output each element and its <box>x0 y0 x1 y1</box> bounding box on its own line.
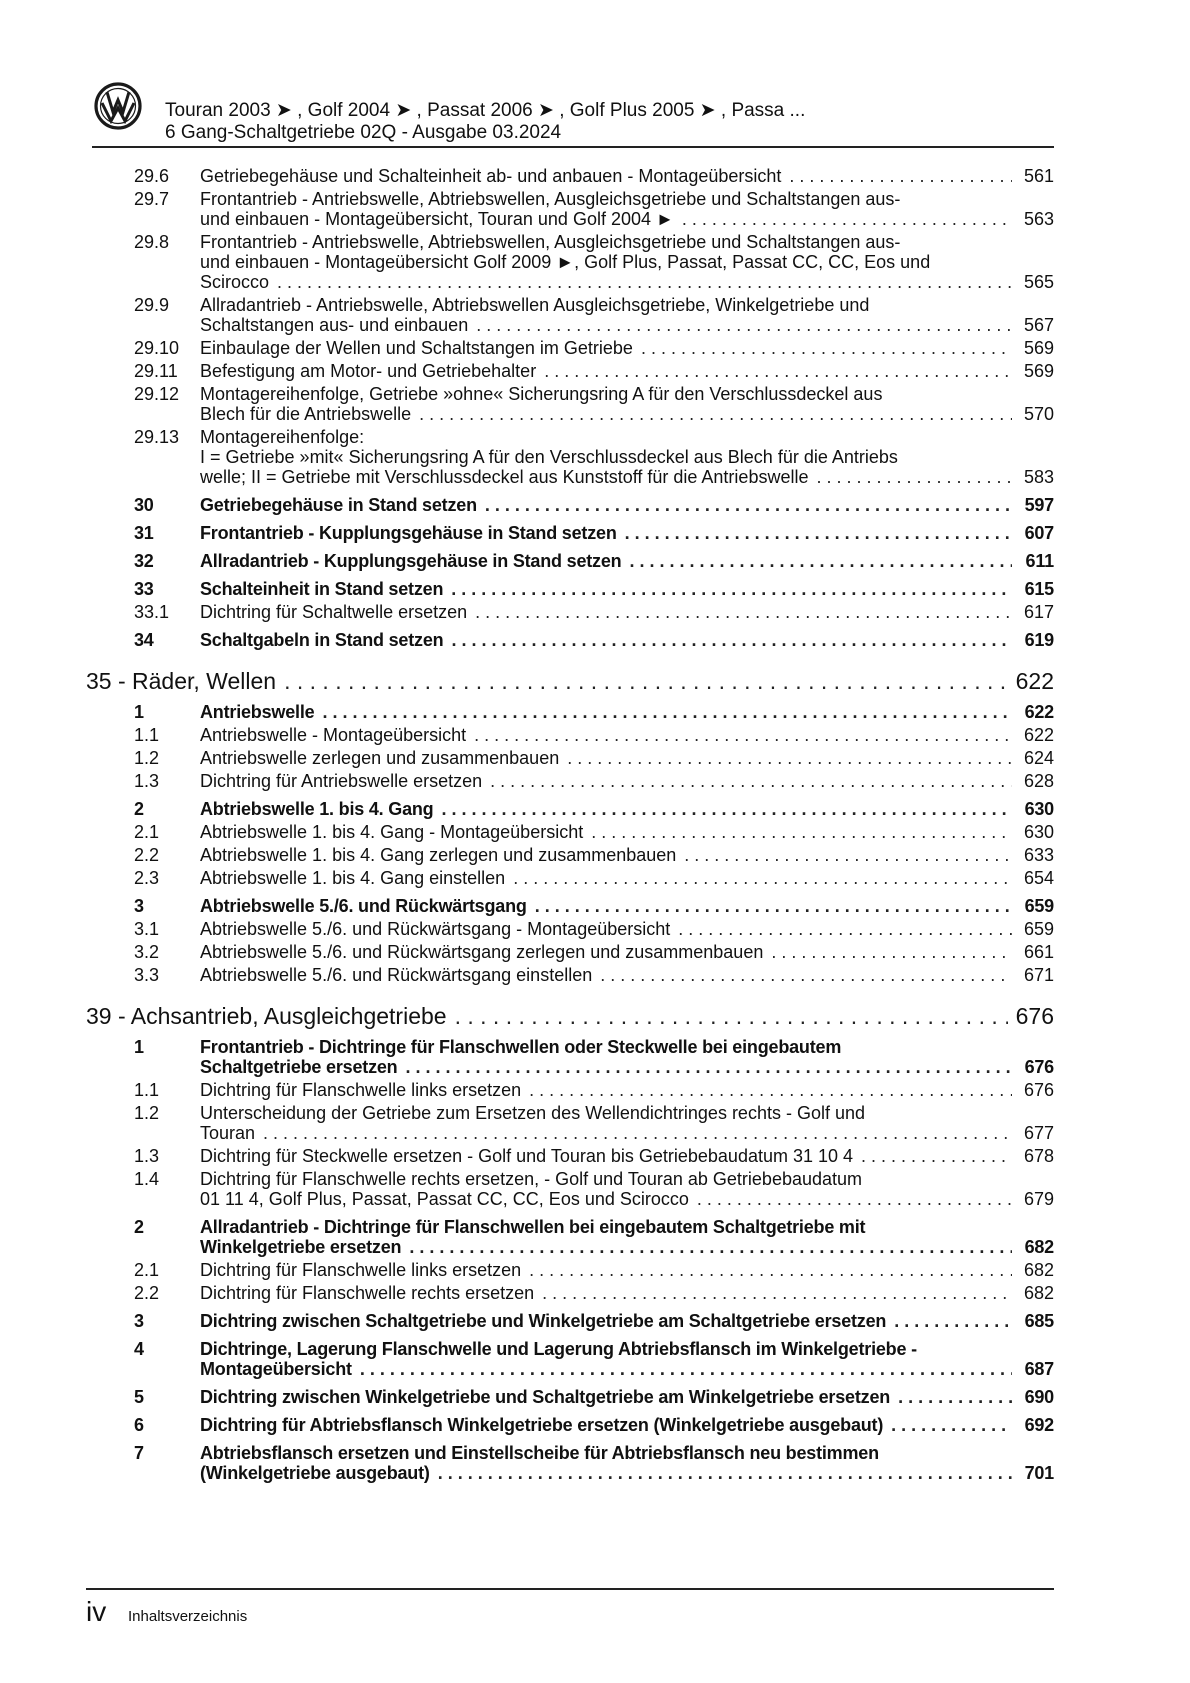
toc-entry-page: 682 <box>1024 1237 1054 1257</box>
toc-entry-page: 654 <box>1023 868 1054 888</box>
toc-entry[interactable] <box>86 919 1054 939</box>
toc-entry-number: 29.9 <box>134 295 170 315</box>
toc-entry-title-line: Antriebswelle - Montageübersicht <box>200 725 467 745</box>
dot-leader <box>409 1237 1012 1257</box>
toc-entry-page: 661 <box>1023 942 1054 962</box>
dot-leader <box>600 965 1012 985</box>
dot-leader <box>629 551 1012 571</box>
dot-leader <box>535 896 1012 916</box>
toc-entry-page: 630 <box>1023 822 1054 842</box>
toc-entry-title-line: Touran <box>200 1123 256 1143</box>
toc-entry-title-line: Dichtring zwischen Schaltgetriebe und Winkelgetriebe am Schaltgetriebe ersetzen <box>200 1311 887 1331</box>
dot-leader <box>544 361 1012 381</box>
toc-entry[interactable] <box>86 361 1054 381</box>
toc-entry-page: 678 <box>1023 1146 1054 1166</box>
toc-entry-page: 676 <box>1023 1080 1054 1100</box>
toc-entry[interactable] <box>86 1311 1054 1331</box>
toc-entry-number: 1.2 <box>134 748 160 768</box>
dot-leader <box>678 919 1012 939</box>
toc-entry-number: 29.7 <box>134 189 170 209</box>
toc-entry-title-line: Blech für die Antriebswelle <box>200 404 412 424</box>
toc-entry-page: 622 <box>1015 668 1054 694</box>
dot-leader <box>591 822 1012 842</box>
toc-entry[interactable] <box>86 799 1054 819</box>
toc-entry-page: 569 <box>1023 361 1054 381</box>
toc-entry-page: 633 <box>1023 845 1054 865</box>
dot-leader <box>861 1146 1012 1166</box>
toc-entry-title-line: und einbauen - Montageübersicht Golf 2009 ►, Golf Plus, Passat, Passat CC, CC, Eos und <box>200 252 931 272</box>
toc-entry-title-line: Antriebswelle <box>200 702 315 722</box>
toc-entry-title-line: Antriebswelle zerlegen und zusammenbauen <box>200 748 560 768</box>
toc-entry-number: 3 <box>134 896 144 916</box>
toc-entry[interactable] <box>86 845 1054 865</box>
toc-entry[interactable] <box>86 1146 1054 1166</box>
header-edition: 6 Gang-Schaltgetriebe 02Q - Ausgabe 03.2024 <box>165 122 562 143</box>
toc-entry-title-line: Abtriebsflansch ersetzen und Einstellscheibe für Abtriebsflansch neu bestimmen <box>200 1443 879 1463</box>
toc-entry-number: 3.3 <box>134 965 160 985</box>
toc-entry-number: 2.2 <box>134 845 160 865</box>
toc-entry-page: 565 <box>1023 272 1054 292</box>
toc-entry-title-line: Montageübersicht <box>200 1359 352 1379</box>
toc-entry-page: 617 <box>1023 602 1054 622</box>
dot-leader <box>684 845 1012 865</box>
toc-entry-number: 3.1 <box>134 919 160 939</box>
toc-entry-title-line: Dichtring für Flanschwelle links ersetzen <box>200 1080 522 1100</box>
toc-entry[interactable] <box>86 868 1054 888</box>
toc-entry-title-line: Dichtring für Flanschwelle rechts ersetzen, - Golf und Touran ab Getriebebaudatum <box>200 1169 863 1189</box>
toc-entry-page: 569 <box>1023 338 1054 358</box>
dot-leader <box>451 630 1012 650</box>
toc-entry[interactable] <box>86 1387 1054 1407</box>
toc-entry-title-line: Allradantrieb - Antriebswelle, Abtriebswellen Ausgleichsgetriebe, Winkelgetriebe und <box>200 295 870 315</box>
toc-entry-number: 29.6 <box>134 166 170 186</box>
toc-entry-title-line: Allradantrieb - Dichtringe für Flanschwellen bei eingebautem Schaltgetriebe mit <box>200 1217 866 1237</box>
toc-entry-title-line: Winkelgetriebe ersetzen <box>200 1237 402 1257</box>
vw-logo <box>94 82 142 130</box>
toc-entry-number: 3 <box>134 1311 144 1331</box>
toc-entry-title-line: Schaltgabeln in Stand setzen <box>200 630 444 650</box>
toc-entry-page: 682 <box>1023 1283 1054 1303</box>
toc-entry-page: 687 <box>1024 1359 1054 1379</box>
toc-entry-number: 1.1 <box>134 725 160 745</box>
toc-entry-page: 630 <box>1024 799 1054 819</box>
toc-entry[interactable] <box>86 771 1054 791</box>
toc-entry-number: 29.11 <box>134 361 178 381</box>
toc-entry-title-line: Scirocco <box>200 272 270 292</box>
toc-entry-title-line: Frontantrieb - Antriebswelle, Abtriebswellen, Ausgleichsgetriebe und Schaltstangen aus- <box>200 232 901 252</box>
dot-leader <box>529 1080 1012 1100</box>
dot-leader <box>277 272 1012 292</box>
dot-leader <box>682 209 1012 229</box>
dot-leader <box>513 868 1012 888</box>
toc-entry-title-line: Frontantrieb - Kupplungsgehäuse in Stand setzen <box>200 523 617 543</box>
toc-entry-page: 563 <box>1023 209 1054 229</box>
toc-entry[interactable] <box>86 384 1054 424</box>
toc-entry[interactable] <box>86 1037 1054 1077</box>
toc-entry-title-line: Allradantrieb - Kupplungsgehäuse in Stand setzen <box>200 551 622 571</box>
toc-entry[interactable] <box>86 896 1054 916</box>
toc-entry-number: 1.2 <box>134 1103 160 1123</box>
toc-entry-number: 7 <box>134 1443 144 1463</box>
toc-entry-number: 1.4 <box>134 1169 160 1189</box>
toc-entry-page: 561 <box>1023 166 1054 186</box>
toc-entry-page: 597 <box>1024 495 1054 515</box>
toc-entry[interactable] <box>86 551 1054 571</box>
toc-entry-page: 692 <box>1024 1415 1054 1435</box>
toc-entry-title-line: Dichtring für Flanschwelle links ersetzen <box>200 1260 522 1280</box>
toc-entry-title-line: Abtriebswelle 1. bis 4. Gang einstellen <box>200 868 506 888</box>
toc-entry-page: 567 <box>1023 315 1054 335</box>
toc-entry-number: 31 <box>134 523 154 543</box>
dot-leader <box>891 1415 1012 1435</box>
toc-entry-number: 1.3 <box>134 1146 160 1166</box>
toc-entry-title-line: Dichtringe, Lagerung Flanschwelle und Lagerung Abtriebsflansch im Winkelgetriebe - <box>200 1339 917 1359</box>
toc-entry-title-line: welle; II = Getriebe mit Verschlussdeckel aus Kunststoff für die Antriebswelle <box>200 467 809 487</box>
toc-entry-number: 2 <box>134 1217 144 1237</box>
toc-entry-number: 2 <box>134 799 144 819</box>
toc-entry[interactable] <box>86 748 1054 768</box>
toc-entry-title-line: Abtriebswelle 1. bis 4. Gang - Montageübersicht <box>200 822 584 842</box>
toc-entry[interactable] <box>86 1169 1054 1209</box>
dot-leader <box>360 1359 1012 1379</box>
toc-entry-title-line: Abtriebswelle 5./6. und Rückwärtsgang - Montageübersicht <box>200 919 671 939</box>
toc-entry-title-line: Dichtring für Abtriebsflansch Winkelgetriebe ersetzen (Winkelgetriebe ausgebaut) <box>200 1415 884 1435</box>
toc-entry[interactable] <box>86 338 1054 358</box>
toc-entry-number: 1 <box>134 702 144 722</box>
toc-entry-number: 5 <box>134 1387 144 1407</box>
dot-leader <box>438 1463 1012 1483</box>
dot-leader <box>625 523 1012 543</box>
toc-entry-page: 679 <box>1023 1189 1054 1209</box>
footer-label: Inhaltsverzeichnis <box>128 1608 248 1625</box>
toc-entry-number: 29.13 <box>134 427 180 447</box>
toc-entry-number: 2.1 <box>134 1260 160 1280</box>
toc-entry-number: 33.1 <box>134 602 170 622</box>
footer-page-number: iv <box>86 1596 107 1627</box>
dot-leader <box>419 404 1012 424</box>
toc-entry[interactable] <box>86 1283 1054 1303</box>
toc-entry-number: 34 <box>134 630 154 650</box>
dot-leader <box>771 942 1012 962</box>
toc-entry-number: 29.10 <box>134 338 180 358</box>
dot-leader <box>894 1311 1012 1331</box>
toc-entry[interactable] <box>86 965 1054 985</box>
dot-leader <box>476 315 1012 335</box>
toc-entry-number: 2.2 <box>134 1283 160 1303</box>
toc-entry-number: 3.2 <box>134 942 160 962</box>
table-of-contents <box>86 166 1054 1483</box>
toc-entry[interactable] <box>86 1443 1054 1483</box>
toc-entry-title-line: Dichtring für Flanschwelle rechts ersetzen <box>200 1283 535 1303</box>
toc-entry[interactable] <box>86 668 1054 694</box>
dot-leader <box>451 579 1012 599</box>
footer-divider <box>86 1588 1054 1590</box>
toc-entry-title-line: Einbaulage der Wellen und Schaltstangen im Getriebe <box>200 338 633 358</box>
toc-entry[interactable] <box>86 495 1054 515</box>
toc-entry-title-line: Dichtring zwischen Winkelgetriebe und Schaltgetriebe am Winkelgetriebe ersetzen <box>200 1387 891 1407</box>
toc-entry-title-line: Dichtring für Antriebswelle ersetzen <box>200 771 483 791</box>
toc-entry-page: 671 <box>1023 965 1054 985</box>
toc-entry-title-line: Unterscheidung der Getriebe zum Ersetzen des Wellendichtringes rechts - Golf und <box>200 1103 865 1123</box>
toc-entry-number: 1.1 <box>134 1080 160 1100</box>
toc-entry-number: 30 <box>134 495 154 515</box>
toc-entry-page: 659 <box>1024 896 1054 916</box>
toc-entry-page: 676 <box>1024 1057 1054 1077</box>
toc-entry-page: 677 <box>1023 1123 1054 1143</box>
dot-leader <box>284 668 1008 694</box>
toc-entry[interactable] <box>86 1260 1054 1280</box>
toc-entry-page: 624 <box>1023 748 1054 768</box>
dot-leader <box>697 1189 1012 1209</box>
toc-entry-title-line: Befestigung am Motor- und Getriebehalter <box>200 361 537 381</box>
toc-entry[interactable] <box>86 1080 1054 1100</box>
toc-entry-page: 682 <box>1023 1260 1054 1280</box>
toc-entry[interactable] <box>86 579 1054 599</box>
dot-leader <box>263 1123 1012 1143</box>
toc-entry-title-line: Getriebegehäuse in Stand setzen <box>200 495 477 515</box>
toc-entry[interactable] <box>86 630 1054 650</box>
toc-entry[interactable] <box>86 725 1054 745</box>
toc-entry-page: 628 <box>1023 771 1054 791</box>
toc-entry-number: 2.3 <box>134 868 160 888</box>
toc-entry[interactable] <box>86 1339 1054 1379</box>
toc-entry-title-line: Abtriebswelle 5./6. und Rückwärtsgang <box>200 896 527 916</box>
toc-entry-number: 6 <box>134 1415 144 1435</box>
toc-entry-page: 607 <box>1024 523 1054 543</box>
toc-entry-title-line: Montagereihenfolge, Getriebe »ohne« Sicherungsring A für den Verschlussdeckel aus <box>200 384 883 404</box>
toc-entry[interactable] <box>86 232 1054 292</box>
toc-entry[interactable] <box>86 1415 1054 1435</box>
toc-entry-number: 29.12 <box>134 384 180 404</box>
toc-entry[interactable] <box>86 602 1054 622</box>
toc-entry-title-line: 01 11 4, Golf Plus, Passat, Passat CC, CC, Eos und Scirocco <box>200 1189 689 1209</box>
toc-entry[interactable] <box>86 942 1054 962</box>
toc-entry[interactable] <box>86 295 1054 335</box>
toc-entry[interactable] <box>86 523 1054 543</box>
dot-leader <box>485 495 1012 515</box>
toc-entry[interactable] <box>86 1217 1054 1257</box>
toc-entry-page: 701 <box>1024 1463 1054 1483</box>
header-divider <box>92 146 1054 148</box>
toc-entry-title-line: Frontantrieb - Antriebswelle, Abtriebswellen, Ausgleichsgetriebe und Schaltstangen aus- <box>200 189 901 209</box>
toc-entry-title-line: Schaltgetriebe ersetzen <box>200 1057 398 1077</box>
toc-entry[interactable] <box>86 166 1054 186</box>
toc-entry-title-line: Frontantrieb - Dichtringe für Flanschwellen oder Steckwelle bei eingebautem <box>200 1037 842 1057</box>
toc-entry-number: 29.8 <box>134 232 170 252</box>
page-header <box>92 80 1054 145</box>
toc-entry-title-line: Abtriebswelle 5./6. und Rückwärtsgang einstellen <box>200 965 593 985</box>
toc-entry[interactable] <box>86 702 1054 722</box>
toc-entry[interactable] <box>86 189 1054 229</box>
toc-entry[interactable] <box>86 427 1054 487</box>
dot-leader <box>322 702 1012 722</box>
toc-entry-title-line: und einbauen - Montageübersicht, Touran und Golf 2004 ► <box>200 209 674 229</box>
toc-entry-page: 615 <box>1024 579 1054 599</box>
toc-entry-page: 583 <box>1023 467 1054 487</box>
toc-entry-number: 1.3 <box>134 771 160 791</box>
dot-leader <box>529 1260 1012 1280</box>
toc-entry-title-line: Abtriebswelle 1. bis 4. Gang <box>200 799 434 819</box>
dot-leader <box>441 799 1012 819</box>
dot-leader <box>641 338 1012 358</box>
toc-entry-page: 690 <box>1024 1387 1054 1407</box>
toc-entry-title-line: I = Getriebe »mit« Sicherungsring A für den Verschlussdeckel aus Blech für die Antriebs <box>200 447 898 467</box>
toc-entry-title-line: 39 - Achsantrieb, Ausgleichgetriebe <box>86 1003 447 1029</box>
toc-entry-number: 2.1 <box>134 822 160 842</box>
toc-entry-title-line: Dichtring für Schaltwelle ersetzen <box>200 602 468 622</box>
toc-entry-title-line: Getriebegehäuse und Schalteinheit ab- und anbauen - Montageübersicht <box>200 166 782 186</box>
dot-leader <box>816 467 1012 487</box>
toc-entry-title-line: Montagereihenfolge: <box>200 427 365 447</box>
toc-entry[interactable] <box>86 1003 1054 1029</box>
toc-entry-title-line: Abtriebswelle 5./6. und Rückwärtsgang zerlegen und zusammenbauen <box>200 942 764 962</box>
dot-leader <box>455 1003 1008 1029</box>
toc-entry-page: 611 <box>1025 551 1054 571</box>
toc-entry-page: 659 <box>1023 919 1054 939</box>
toc-entry-title-line: Schaltstangen aus- und einbauen <box>200 315 469 335</box>
toc-entry-title-line: 35 - Räder, Wellen <box>86 668 277 694</box>
toc-entry-title-line: Dichtring für Steckwelle ersetzen - Golf und Touran bis Getriebebaudatum 31 10 4 <box>200 1146 854 1166</box>
dot-leader <box>405 1057 1012 1077</box>
toc-entry-number: 1 <box>134 1037 144 1057</box>
toc-entry-page: 622 <box>1024 702 1054 722</box>
toc-entry-number: 4 <box>134 1339 144 1359</box>
dot-leader <box>567 748 1012 768</box>
toc-entry-page: 570 <box>1023 404 1054 424</box>
dot-leader <box>542 1283 1012 1303</box>
dot-leader <box>474 725 1012 745</box>
toc-entry-title-line: (Winkelgetriebe ausgebaut) <box>200 1463 430 1483</box>
toc-entry-page: 622 <box>1023 725 1054 745</box>
toc-entry-page: 685 <box>1024 1311 1054 1331</box>
toc-entry-number: 33 <box>134 579 154 599</box>
toc-entry-page: 619 <box>1024 630 1054 650</box>
dot-leader <box>490 771 1012 791</box>
toc-entry[interactable] <box>86 1103 1054 1143</box>
dot-leader <box>789 166 1012 186</box>
dot-leader <box>475 602 1012 622</box>
toc-entry-title-line: Schalteinheit in Stand setzen <box>200 579 444 599</box>
toc-entry-page: 676 <box>1015 1003 1054 1029</box>
header-vehicle-models: Touran 2003 ➤ , Golf 2004 ➤ , Passat 2006 ➤ , Golf Plus 2005 ➤ , Passa ... <box>165 100 806 121</box>
toc-entry[interactable] <box>86 822 1054 842</box>
dot-leader <box>898 1387 1012 1407</box>
toc-entry-title-line: Abtriebswelle 1. bis 4. Gang zerlegen und zusammenbauen <box>200 845 677 865</box>
toc-entry-number: 32 <box>134 551 154 571</box>
